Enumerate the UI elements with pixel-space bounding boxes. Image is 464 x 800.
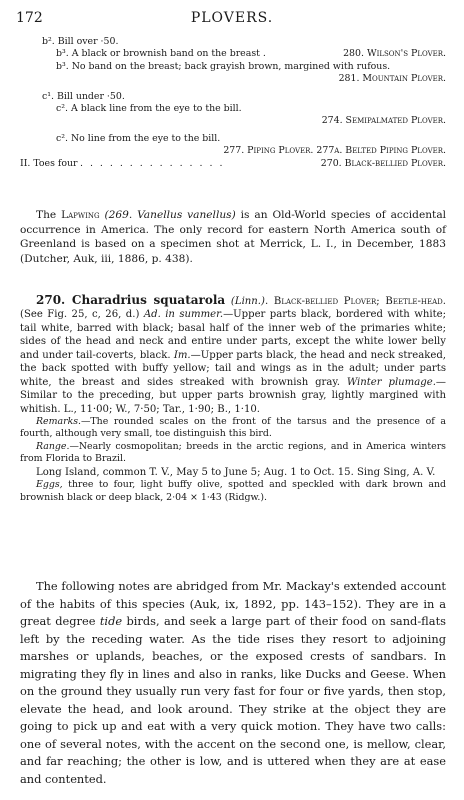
page-number: 172 xyxy=(16,10,43,26)
eggs: Eggs, three to four, light buffy olive, spotted and speckled with dark brown and brownish black or deep black, 2·04 × 1·43 (Ridgw.). xyxy=(20,479,447,503)
species-account xyxy=(20,294,446,504)
key-line-b3a: b³. A black or brownish band on the breast . 280. Wilson's Plover. xyxy=(56,48,446,60)
range: Range.—Nearly cosmopolitan; breeds in the arctic regions, and in America winters from Florida to Brazil. xyxy=(20,440,446,465)
remarks: Remarks.—The rounded scales on the front of the tarsus and the presence of a fourth, although very small, toe distinguish this bird. xyxy=(20,416,446,440)
key-line-b3b-result xyxy=(20,73,446,85)
key-result-black-bellied: 270. Black-bellied Plover. xyxy=(320,157,446,169)
lapwing-paragraph: The Lapwing (269. Vanellus vanellus) is an Old-World species of accidental occurrence in America. The only record for eastern North America south of Greenland is based on a specimen shot at Merrick, L. I., in December, 1883 (Dutcher, Auk, iii, 1886, p. 438). xyxy=(20,209,447,265)
key-result-piping: 277. Piping Plover. 277a. Belted Piping Plover. xyxy=(223,145,446,157)
key-result-mountain: 281. Mountain Plover. xyxy=(338,73,446,85)
lapwing-binomial: (269. Vanellus vanellus) xyxy=(104,209,236,221)
key-result-wilsons: 280. Wilson's Plover. xyxy=(343,48,446,60)
species-authority: (Linn.). xyxy=(230,296,269,307)
lapwing-name: Lapwing xyxy=(61,209,100,221)
key-leader-dots: . . . . . . . . . . . . . . . xyxy=(80,157,225,169)
species-heading: 270. Charadrius squatarola xyxy=(36,293,226,307)
key-line-c1: c¹. Bill under ·50. xyxy=(42,90,125,102)
habits-notes: The following notes are abridged from Mr. Mackay's extended account of the habits of this species (Auk, ix, 1892, pp. 143–152). They are in a great degree tide birds, and seek a large part of their food on sand-flats left by the receding water. As the tide rises they resort to adjoining marshes or uplands, beaches, or the exposed crests of sandbars. In migrating they fly in lines and also in ranks, like Ducks and Geese. When on the ground they usually run very fast for four or five yards, then stop, elevate the head, and look around. They strike at the object they are going to pick up and eat with a very quick motion. They have two calls: one of several notes, with the accent on the second one, is mellow, clear, and far reaching; the other is low, and is uttered when they are at ease and contented. xyxy=(20,579,446,786)
running-title: PLOVERS. xyxy=(190,10,274,26)
key-line-b2: b². Bill over ·50. xyxy=(42,36,119,47)
key-line-c2: c². A black line from the eye to the bill. xyxy=(56,102,242,114)
species-common-name: Black-bellied Plover; Beetle-head. xyxy=(273,296,446,307)
key-line-toes: II. Toes four . . . . . . . . . . . . . . . 270. Black-bellied Plover. xyxy=(20,157,446,169)
species-description: 270. Charadrius squatarola (Linn.). Black-bellied Plover; Beetle-head. (See Fig. 25, c, 26, d.) Ad. in summer.—Upper parts black, bordered with white; tail white, barred with black; basal half of the inner web of the primaries white; sides of the head and neck and entire under parts, except the white lower belly and under tail-coverts, black. Im.—Upper parts black, the head and neck streaked, the back spotted with buffy yellow; tail and wings as in the adult; under parts white, the breast and sides streaked with brownish gray. Winter plumage.—Similar to the preceding, but upper parts brownish gray, lightly margined with whitish. L., 11·00; W., 7·50; Tar., 1·90; B., 1·10. xyxy=(20,293,446,415)
key-line-c2b-result xyxy=(20,145,446,157)
key-result-semipalmated: 274. Semipalmated Plover. xyxy=(321,115,446,127)
page-header xyxy=(16,10,448,26)
long-island-record: Long Island, common T. V., May 5 to June 5; Aug. 1 to Oct. 15. Sing Sing, A. V. xyxy=(36,466,436,478)
key-line-c2b: c². No line from the eye to the bill. xyxy=(56,132,221,144)
key-line-b3b: b³. No band on the breast; back grayish brown, margined with rufous. xyxy=(56,60,391,72)
identification-key xyxy=(20,36,446,170)
figure-reference: (See Fig. 25, c, 26, d.) xyxy=(20,309,140,321)
key-line-c2-result xyxy=(20,115,446,127)
